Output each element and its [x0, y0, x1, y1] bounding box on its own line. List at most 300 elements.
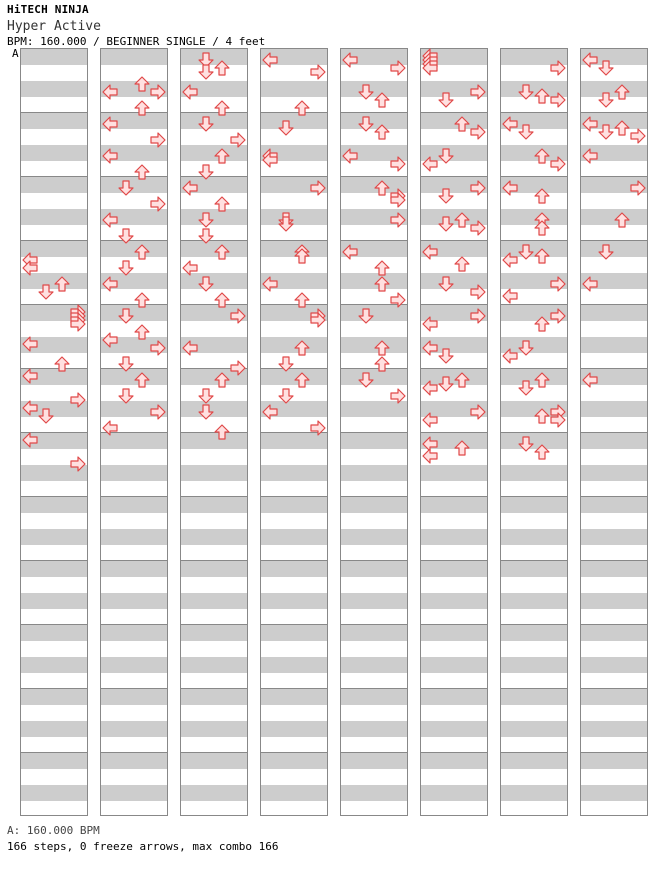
step-arrow-right-icon [550, 60, 566, 76]
step-arrow-left-icon [262, 276, 278, 292]
step-arrow-left-icon [182, 260, 198, 276]
beat-stripe [261, 209, 327, 225]
beat-stripe [581, 529, 647, 545]
beat-stripe [21, 145, 87, 161]
step-arrow-up-icon [614, 84, 630, 100]
step-arrow-down-icon [38, 284, 54, 300]
step-arrow-down-icon [358, 372, 374, 388]
step-arrow-right-icon [390, 60, 406, 76]
beat-stripe [261, 561, 327, 577]
step-arrow-left-icon [102, 84, 118, 100]
step-arrow-down-icon [598, 124, 614, 140]
step-arrow-up-icon [134, 372, 150, 388]
measure [180, 752, 248, 816]
step-arrow-right-icon [150, 132, 166, 148]
step-arrow-left-icon [502, 116, 518, 132]
beat-stripe [341, 497, 407, 513]
step-arrow-left-icon [102, 212, 118, 228]
measure [420, 688, 488, 752]
measure [580, 304, 648, 368]
beat-stripe [581, 337, 647, 353]
measure [580, 560, 648, 624]
step-arrow-up-icon [214, 424, 230, 440]
measure [340, 496, 408, 560]
measure [180, 432, 248, 496]
step-arrow-up-icon [134, 164, 150, 180]
beat-stripe [21, 497, 87, 513]
beat-stripe [21, 529, 87, 545]
chart-column [340, 48, 408, 816]
beat-stripe [581, 721, 647, 737]
beat-stripe [261, 753, 327, 769]
step-arrow-right-icon [470, 284, 486, 300]
step-arrow-down-icon [198, 164, 214, 180]
step-arrow-down-icon [198, 388, 214, 404]
measure [340, 624, 408, 688]
step-arrow-down-icon [358, 84, 374, 100]
step-arrow-up-icon [534, 408, 550, 424]
beat-stripe [181, 657, 247, 673]
step-arrow-up-icon [54, 276, 70, 292]
step-arrow-right-icon [230, 308, 246, 324]
measure [20, 48, 88, 112]
step-arrow-up-icon [454, 440, 470, 456]
step-arrow-left-icon [422, 244, 438, 260]
beat-stripe [261, 657, 327, 673]
measure [420, 752, 488, 816]
step-arrow-left-icon [582, 148, 598, 164]
step-arrow-up-icon [374, 260, 390, 276]
beat-stripe [181, 753, 247, 769]
beat-stripe [341, 433, 407, 449]
beat-stripe [341, 593, 407, 609]
step-arrow-up-icon [454, 256, 470, 272]
step-arrow-left-icon [22, 336, 38, 352]
step-arrow-up-icon [534, 148, 550, 164]
step-arrow-down-icon [598, 244, 614, 260]
chart-info: BPM: 160.000 / BEGINNER SINGLE / 4 feet [7, 35, 266, 48]
step-arrow-down-icon [198, 212, 214, 228]
beat-stripe [501, 465, 567, 481]
step-arrow-down-icon [438, 348, 454, 364]
step-arrow-up-icon [214, 148, 230, 164]
measure [20, 112, 88, 176]
step-arrow-down-icon [438, 216, 454, 232]
beat-stripe [181, 593, 247, 609]
beat-stripe [21, 561, 87, 577]
step-arrow-up-icon [54, 356, 70, 372]
step-arrow-left-icon [422, 316, 438, 332]
step-arrow-left-icon [262, 152, 278, 168]
step-arrow-up-icon [374, 356, 390, 372]
beat-stripe [101, 49, 167, 65]
step-arrow-right-icon [390, 212, 406, 228]
measure [340, 688, 408, 752]
step-arrow-down-icon [438, 92, 454, 108]
beat-stripe [21, 209, 87, 225]
chart-column [260, 48, 328, 816]
step-arrow-left-icon [182, 84, 198, 100]
step-arrow-up-icon [134, 244, 150, 260]
beat-stripe [501, 625, 567, 641]
step-arrow-right-icon [310, 312, 326, 328]
beat-stripe [261, 721, 327, 737]
step-arrow-left-icon [102, 332, 118, 348]
beat-stripe [421, 753, 487, 769]
beat-stripe [581, 401, 647, 417]
beat-stripe [21, 657, 87, 673]
beat-stripe [341, 753, 407, 769]
beat-stripe [501, 721, 567, 737]
beat-stripe [21, 49, 87, 65]
measure [580, 752, 648, 816]
beat-stripe [101, 625, 167, 641]
beat-stripe [21, 753, 87, 769]
measure [20, 560, 88, 624]
beat-stripe [341, 721, 407, 737]
step-arrow-right-icon [550, 156, 566, 172]
measure [100, 624, 168, 688]
step-arrow-up-icon [534, 372, 550, 388]
measure [100, 688, 168, 752]
step-arrow-down-icon [118, 308, 134, 324]
step-arrow-left-icon [342, 148, 358, 164]
bpm-marker-label: A [12, 47, 19, 60]
beat-stripe [261, 497, 327, 513]
beat-stripe [101, 753, 167, 769]
beat-stripe [21, 689, 87, 705]
beat-stripe [581, 785, 647, 801]
beat-stripe [261, 785, 327, 801]
beat-stripe [581, 593, 647, 609]
measure [260, 496, 328, 560]
step-arrow-down-icon [518, 340, 534, 356]
beat-stripe [101, 721, 167, 737]
step-arrow-left-icon [582, 372, 598, 388]
beat-stripe [261, 81, 327, 97]
chart-column [20, 48, 88, 816]
step-arrow-up-icon [374, 276, 390, 292]
measure [20, 176, 88, 240]
beat-stripe [341, 561, 407, 577]
step-arrow-left-icon [582, 116, 598, 132]
beat-stripe [581, 497, 647, 513]
step-arrow-up-icon [534, 220, 550, 236]
step-arrow-down-icon [118, 260, 134, 276]
step-arrow-down-icon [598, 60, 614, 76]
step-arrow-right-icon [310, 420, 326, 436]
step-arrow-right-icon [150, 340, 166, 356]
step-arrow-up-icon [134, 324, 150, 340]
step-arrow-left-icon [22, 432, 38, 448]
step-arrow-right-icon [70, 456, 86, 472]
beat-stripe [581, 433, 647, 449]
measure [180, 560, 248, 624]
step-arrow-right-icon [390, 388, 406, 404]
chart-column [100, 48, 168, 816]
step-arrow-up-icon [214, 196, 230, 212]
measure [20, 688, 88, 752]
beat-stripe [501, 561, 567, 577]
beat-stripe [421, 657, 487, 673]
step-arrow-down-icon [598, 92, 614, 108]
step-arrow-down-icon [438, 376, 454, 392]
step-arrow-down-icon [438, 188, 454, 204]
beat-stripe [581, 689, 647, 705]
beat-stripe [581, 241, 647, 257]
beat-stripe [501, 657, 567, 673]
measure [20, 624, 88, 688]
beat-stripe [101, 657, 167, 673]
step-arrow-right-icon [550, 412, 566, 428]
step-arrow-left-icon [22, 260, 38, 276]
measure [500, 560, 568, 624]
step-arrow-down-icon [358, 308, 374, 324]
beat-stripe [101, 593, 167, 609]
beat-stripe [181, 721, 247, 737]
step-arrow-up-icon [294, 372, 310, 388]
step-arrow-down-icon [518, 84, 534, 100]
beat-stripe [421, 689, 487, 705]
measure [100, 560, 168, 624]
beat-stripe [341, 785, 407, 801]
step-arrow-right-icon [70, 316, 86, 332]
measure [340, 560, 408, 624]
measure [580, 240, 648, 304]
beat-stripe [181, 785, 247, 801]
step-arrow-up-icon [374, 92, 390, 108]
step-arrow-up-icon [374, 124, 390, 140]
beat-stripe [581, 657, 647, 673]
beat-stripe [501, 497, 567, 513]
measure [500, 496, 568, 560]
beat-stripe [181, 497, 247, 513]
step-arrow-left-icon [422, 380, 438, 396]
measure [180, 688, 248, 752]
step-arrow-right-icon [150, 84, 166, 100]
step-arrow-left-icon [422, 60, 438, 76]
beat-stripe [101, 529, 167, 545]
beat-stripe [261, 529, 327, 545]
beat-stripe [21, 593, 87, 609]
beat-stripe [101, 561, 167, 577]
chart-column [500, 48, 568, 816]
beat-stripe [181, 689, 247, 705]
measure [100, 496, 168, 560]
step-arrow-left-icon [262, 404, 278, 420]
step-arrow-down-icon [518, 436, 534, 452]
step-arrow-up-icon [534, 444, 550, 460]
measure [260, 688, 328, 752]
beat-stripe [341, 657, 407, 673]
step-arrow-right-icon [470, 404, 486, 420]
beat-stripe [21, 177, 87, 193]
step-arrow-down-icon [198, 64, 214, 80]
beat-stripe [181, 625, 247, 641]
step-arrow-right-icon [310, 64, 326, 80]
step-arrow-up-icon [454, 372, 470, 388]
step-arrow-up-icon [214, 100, 230, 116]
step-arrow-right-icon [390, 292, 406, 308]
step-arrow-left-icon [502, 180, 518, 196]
step-arrow-up-icon [294, 248, 310, 264]
step-arrow-left-icon [102, 420, 118, 436]
step-arrow-right-icon [470, 220, 486, 236]
chart-column [580, 48, 648, 816]
step-arrow-down-icon [118, 180, 134, 196]
step-arrow-up-icon [214, 60, 230, 76]
measure [260, 432, 328, 496]
measure [260, 624, 328, 688]
step-arrow-down-icon [518, 124, 534, 140]
step-arrow-left-icon [422, 156, 438, 172]
beat-stripe [181, 529, 247, 545]
measure [580, 688, 648, 752]
beat-stripe [581, 561, 647, 577]
measure [340, 432, 408, 496]
beat-stripe [21, 721, 87, 737]
song-name: Hyper Active [7, 19, 101, 34]
beat-stripe [421, 465, 487, 481]
measure [420, 560, 488, 624]
step-arrow-right-icon [230, 132, 246, 148]
step-arrow-right-icon [70, 392, 86, 408]
measure [260, 752, 328, 816]
step-arrow-up-icon [614, 120, 630, 136]
step-arrow-left-icon [182, 340, 198, 356]
step-arrow-left-icon [582, 52, 598, 68]
beat-stripe [101, 497, 167, 513]
step-arrow-left-icon [22, 400, 38, 416]
measure [180, 496, 248, 560]
beat-stripe [421, 625, 487, 641]
beat-stripe [21, 625, 87, 641]
measure [500, 752, 568, 816]
beat-stripe [21, 785, 87, 801]
step-arrow-up-icon [534, 316, 550, 332]
step-arrow-right-icon [150, 404, 166, 420]
beat-stripe [181, 561, 247, 577]
beat-stripe [501, 593, 567, 609]
beat-stripe [181, 465, 247, 481]
measure [260, 560, 328, 624]
step-arrow-up-icon [374, 340, 390, 356]
step-arrow-down-icon [518, 244, 534, 260]
beat-stripe [181, 401, 247, 417]
step-arrow-left-icon [342, 244, 358, 260]
step-arrow-right-icon [390, 156, 406, 172]
step-arrow-left-icon [102, 276, 118, 292]
step-arrow-left-icon [262, 52, 278, 68]
chart-column [420, 48, 488, 816]
step-arrow-up-icon [534, 248, 550, 264]
step-arrow-right-icon [550, 276, 566, 292]
step-arrow-down-icon [118, 356, 134, 372]
step-stats: 166 steps, 0 freeze arrows, max combo 166 [7, 840, 279, 853]
beat-stripe [101, 689, 167, 705]
step-arrow-up-icon [294, 340, 310, 356]
step-arrow-left-icon [422, 340, 438, 356]
step-arrow-right-icon [630, 128, 646, 144]
beat-stripe [261, 689, 327, 705]
beat-stripe [101, 465, 167, 481]
measure [500, 432, 568, 496]
step-arrow-down-icon [198, 276, 214, 292]
step-arrow-down-icon [358, 116, 374, 132]
beat-stripe [341, 689, 407, 705]
measure [100, 752, 168, 816]
measure [340, 752, 408, 816]
step-arrow-left-icon [502, 252, 518, 268]
beat-stripe [261, 625, 327, 641]
step-arrow-right-icon [470, 124, 486, 140]
step-arrow-down-icon [278, 356, 294, 372]
step-arrow-down-icon [198, 228, 214, 244]
step-arrow-right-icon [470, 308, 486, 324]
step-arrow-down-icon [118, 228, 134, 244]
measure [420, 624, 488, 688]
step-arrow-right-icon [470, 84, 486, 100]
step-arrow-up-icon [294, 100, 310, 116]
step-arrow-up-icon [214, 292, 230, 308]
bpm-legend: A: 160.000 BPM [7, 824, 100, 837]
beat-stripe [261, 593, 327, 609]
step-arrow-down-icon [278, 216, 294, 232]
step-arrow-down-icon [198, 404, 214, 420]
step-arrow-down-icon [118, 388, 134, 404]
chart-column [180, 48, 248, 816]
step-arrow-up-icon [614, 212, 630, 228]
step-arrow-right-icon [230, 360, 246, 376]
measure [180, 624, 248, 688]
beat-stripe [341, 625, 407, 641]
measure [580, 432, 648, 496]
beat-stripe [501, 529, 567, 545]
step-arrow-down-icon [438, 276, 454, 292]
beat-stripe [341, 529, 407, 545]
beat-stripe [581, 465, 647, 481]
step-arrow-left-icon [502, 288, 518, 304]
beat-stripe [101, 785, 167, 801]
step-arrow-up-icon [294, 292, 310, 308]
beat-stripe [421, 593, 487, 609]
step-arrow-right-icon [310, 180, 326, 196]
step-arrow-left-icon [102, 148, 118, 164]
step-arrow-up-icon [454, 116, 470, 132]
beat-stripe [421, 561, 487, 577]
step-arrow-left-icon [22, 368, 38, 384]
beat-stripe [421, 785, 487, 801]
step-arrow-up-icon [534, 188, 550, 204]
step-arrow-down-icon [278, 120, 294, 136]
beat-stripe [501, 753, 567, 769]
beat-stripe [341, 465, 407, 481]
step-arrow-up-icon [134, 292, 150, 308]
step-arrow-up-icon [134, 76, 150, 92]
measure [580, 496, 648, 560]
measure [100, 432, 168, 496]
measure [500, 688, 568, 752]
step-arrow-down-icon [518, 380, 534, 396]
step-arrow-up-icon [374, 180, 390, 196]
step-arrow-down-icon [438, 148, 454, 164]
step-arrow-right-icon [390, 192, 406, 208]
step-arrow-up-icon [454, 212, 470, 228]
step-arrow-left-icon [422, 412, 438, 428]
step-arrow-left-icon [582, 276, 598, 292]
beat-stripe [261, 465, 327, 481]
beat-stripe [581, 753, 647, 769]
